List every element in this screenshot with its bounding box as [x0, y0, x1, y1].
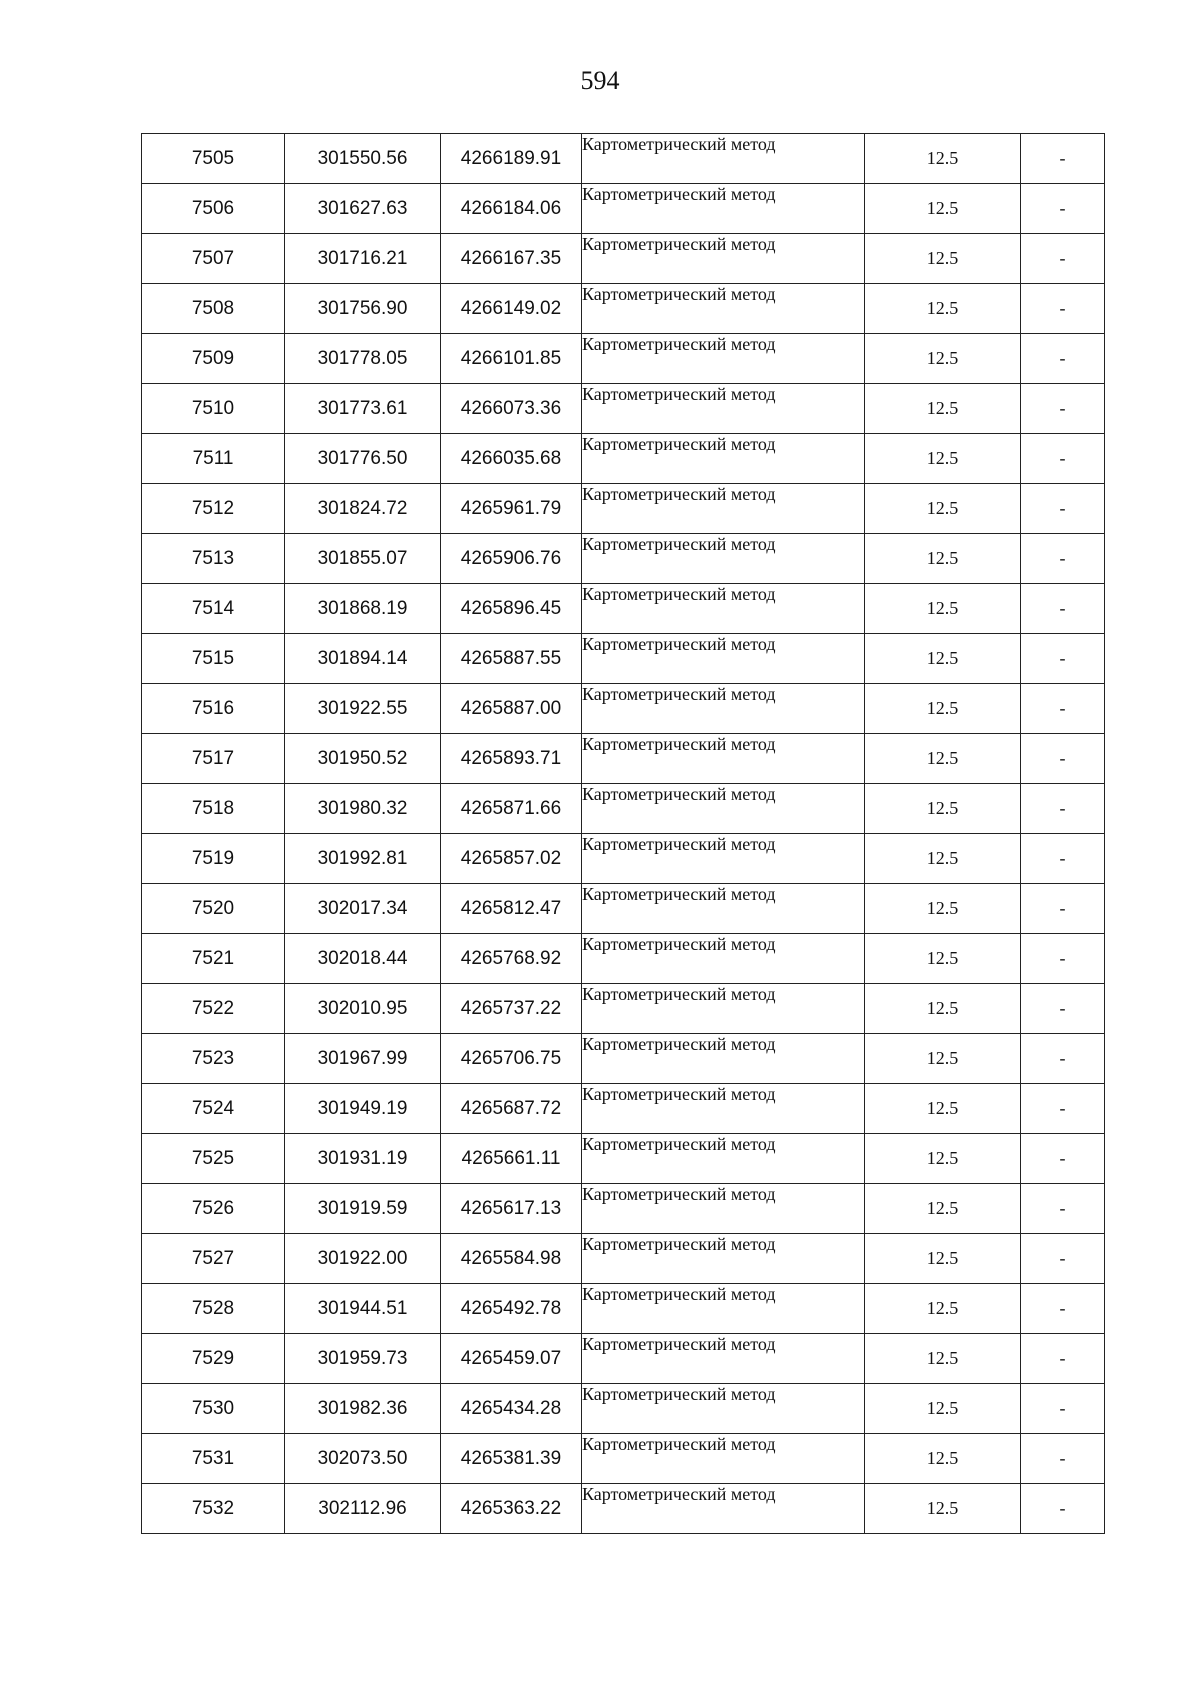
table-row [142, 134, 1105, 184]
x-coordinate-cell: 301949.19 [285, 1084, 441, 1134]
point-number-cell: 7522 [142, 984, 285, 1034]
method-cell: Картометрический метод [582, 234, 865, 284]
method-cell: Картометрический метод [582, 1134, 865, 1184]
table-row [142, 234, 1105, 284]
note-cell: - [1021, 134, 1105, 184]
accuracy-cell: 12.5 [865, 784, 1021, 834]
table-row [142, 1134, 1105, 1184]
table-row [142, 1334, 1105, 1384]
y-coordinate-cell: 4265887.00 [441, 684, 582, 734]
accuracy-cell: 12.5 [865, 284, 1021, 334]
point-number-cell: 7532 [142, 1484, 285, 1534]
method-cell: Картометрический метод [582, 484, 865, 534]
method-cell: Картометрический метод [582, 1334, 865, 1384]
note-cell: - [1021, 584, 1105, 634]
x-coordinate-cell: 301824.72 [285, 484, 441, 534]
table-row [142, 1384, 1105, 1434]
y-coordinate-cell: 4265871.66 [441, 784, 582, 834]
accuracy-cell: 12.5 [865, 1384, 1021, 1434]
x-coordinate-cell: 301922.55 [285, 684, 441, 734]
x-coordinate-cell: 301967.99 [285, 1034, 441, 1084]
method-cell: Картометрический метод [582, 1384, 865, 1434]
note-cell: - [1021, 1484, 1105, 1534]
table-row [142, 484, 1105, 534]
method-cell: Картометрический метод [582, 884, 865, 934]
accuracy-cell: 12.5 [865, 1184, 1021, 1234]
table-row [142, 384, 1105, 434]
note-cell: - [1021, 984, 1105, 1034]
y-coordinate-cell: 4266184.06 [441, 184, 582, 234]
table-row [142, 184, 1105, 234]
point-number-cell: 7531 [142, 1434, 285, 1484]
x-coordinate-cell: 301773.61 [285, 384, 441, 434]
table-row [142, 1084, 1105, 1134]
method-cell: Картометрический метод [582, 684, 865, 734]
point-number-cell: 7521 [142, 934, 285, 984]
point-number-cell: 7526 [142, 1184, 285, 1234]
method-cell: Картометрический метод [582, 1084, 865, 1134]
accuracy-cell: 12.5 [865, 834, 1021, 884]
x-coordinate-cell: 301982.36 [285, 1384, 441, 1434]
point-number-cell: 7510 [142, 384, 285, 434]
y-coordinate-cell: 4265687.72 [441, 1084, 582, 1134]
note-cell: - [1021, 284, 1105, 334]
y-coordinate-cell: 4266035.68 [441, 434, 582, 484]
point-number-cell: 7524 [142, 1084, 285, 1134]
x-coordinate-cell: 301776.50 [285, 434, 441, 484]
x-coordinate-cell: 301627.63 [285, 184, 441, 234]
x-coordinate-cell: 301992.81 [285, 834, 441, 884]
accuracy-cell: 12.5 [865, 934, 1021, 984]
point-number-cell: 7529 [142, 1334, 285, 1384]
x-coordinate-cell: 301894.14 [285, 634, 441, 684]
table-row [142, 784, 1105, 834]
x-coordinate-cell: 302073.50 [285, 1434, 441, 1484]
table-row [142, 1234, 1105, 1284]
point-number-cell: 7507 [142, 234, 285, 284]
accuracy-cell: 12.5 [865, 1034, 1021, 1084]
x-coordinate-cell: 301756.90 [285, 284, 441, 334]
y-coordinate-cell: 4265584.98 [441, 1234, 582, 1284]
x-coordinate-cell: 302018.44 [285, 934, 441, 984]
table-row [142, 834, 1105, 884]
point-number-cell: 7518 [142, 784, 285, 834]
y-coordinate-cell: 4265492.78 [441, 1284, 582, 1334]
method-cell: Картометрический метод [582, 834, 865, 884]
accuracy-cell: 12.5 [865, 1134, 1021, 1184]
table-row [142, 1284, 1105, 1334]
method-cell: Картометрический метод [582, 1234, 865, 1284]
accuracy-cell: 12.5 [865, 184, 1021, 234]
x-coordinate-cell: 301550.56 [285, 134, 441, 184]
y-coordinate-cell: 4265363.22 [441, 1484, 582, 1534]
point-number-cell: 7514 [142, 584, 285, 634]
point-number-cell: 7530 [142, 1384, 285, 1434]
note-cell: - [1021, 1284, 1105, 1334]
method-cell: Картометрический метод [582, 534, 865, 584]
table-row [142, 734, 1105, 784]
note-cell: - [1021, 384, 1105, 434]
method-cell: Картометрический метод [582, 584, 865, 634]
table-row [142, 1484, 1105, 1534]
method-cell: Картометрический метод [582, 634, 865, 684]
point-number-cell: 7511 [142, 434, 285, 484]
x-coordinate-cell: 301944.51 [285, 1284, 441, 1334]
note-cell: - [1021, 1334, 1105, 1384]
accuracy-cell: 12.5 [865, 734, 1021, 784]
method-cell: Картометрический метод [582, 1434, 865, 1484]
accuracy-cell: 12.5 [865, 634, 1021, 684]
method-cell: Картометрический метод [582, 934, 865, 984]
note-cell: - [1021, 184, 1105, 234]
x-coordinate-cell: 301931.19 [285, 1134, 441, 1184]
accuracy-cell: 12.5 [865, 684, 1021, 734]
x-coordinate-cell: 301919.59 [285, 1184, 441, 1234]
accuracy-cell: 12.5 [865, 484, 1021, 534]
x-coordinate-cell: 301922.00 [285, 1234, 441, 1284]
y-coordinate-cell: 4265906.76 [441, 534, 582, 584]
method-cell: Картометрический метод [582, 784, 865, 834]
y-coordinate-cell: 4265857.02 [441, 834, 582, 884]
accuracy-cell: 12.5 [865, 234, 1021, 284]
y-coordinate-cell: 4266101.85 [441, 334, 582, 384]
accuracy-cell: 12.5 [865, 1484, 1021, 1534]
accuracy-cell: 12.5 [865, 1334, 1021, 1384]
x-coordinate-cell: 301868.19 [285, 584, 441, 634]
table-row [142, 584, 1105, 634]
accuracy-cell: 12.5 [865, 584, 1021, 634]
note-cell: - [1021, 1184, 1105, 1234]
note-cell: - [1021, 1034, 1105, 1084]
y-coordinate-cell: 4266167.35 [441, 234, 582, 284]
point-number-cell: 7509 [142, 334, 285, 384]
y-coordinate-cell: 4265617.13 [441, 1184, 582, 1234]
table-row [142, 284, 1105, 334]
method-cell: Картометрический метод [582, 134, 865, 184]
note-cell: - [1021, 1434, 1105, 1484]
y-coordinate-cell: 4266073.36 [441, 384, 582, 434]
accuracy-cell: 12.5 [865, 1284, 1021, 1334]
table-row [142, 1434, 1105, 1484]
x-coordinate-cell: 301950.52 [285, 734, 441, 784]
point-number-cell: 7513 [142, 534, 285, 584]
point-number-cell: 7523 [142, 1034, 285, 1084]
table-row [142, 434, 1105, 484]
y-coordinate-cell: 4265737.22 [441, 984, 582, 1034]
point-number-cell: 7527 [142, 1234, 285, 1284]
note-cell: - [1021, 734, 1105, 784]
point-number-cell: 7506 [142, 184, 285, 234]
table-row [142, 1184, 1105, 1234]
table-row [142, 1034, 1105, 1084]
method-cell: Картометрический метод [582, 384, 865, 434]
point-number-cell: 7515 [142, 634, 285, 684]
point-number-cell: 7517 [142, 734, 285, 784]
note-cell: - [1021, 884, 1105, 934]
method-cell: Картометрический метод [582, 284, 865, 334]
method-cell: Картометрический метод [582, 1284, 865, 1334]
point-number-cell: 7520 [142, 884, 285, 934]
accuracy-cell: 12.5 [865, 384, 1021, 434]
x-coordinate-cell: 302112.96 [285, 1484, 441, 1534]
accuracy-cell: 12.5 [865, 984, 1021, 1034]
table-row [142, 934, 1105, 984]
y-coordinate-cell: 4265381.39 [441, 1434, 582, 1484]
accuracy-cell: 12.5 [865, 1084, 1021, 1134]
y-coordinate-cell: 4265893.71 [441, 734, 582, 784]
y-coordinate-cell: 4266189.91 [441, 134, 582, 184]
note-cell: - [1021, 1084, 1105, 1134]
x-coordinate-cell: 302017.34 [285, 884, 441, 934]
y-coordinate-cell: 4265961.79 [441, 484, 582, 534]
y-coordinate-cell: 4265887.55 [441, 634, 582, 684]
accuracy-cell: 12.5 [865, 334, 1021, 384]
note-cell: - [1021, 1384, 1105, 1434]
accuracy-cell: 12.5 [865, 134, 1021, 184]
note-cell: - [1021, 634, 1105, 684]
method-cell: Картометрический метод [582, 184, 865, 234]
note-cell: - [1021, 1234, 1105, 1284]
note-cell: - [1021, 784, 1105, 834]
accuracy-cell: 12.5 [865, 884, 1021, 934]
method-cell: Картометрический метод [582, 984, 865, 1034]
note-cell: - [1021, 834, 1105, 884]
x-coordinate-cell: 301778.05 [285, 334, 441, 384]
accuracy-cell: 12.5 [865, 1434, 1021, 1484]
note-cell: - [1021, 1134, 1105, 1184]
method-cell: Картометрический метод [582, 434, 865, 484]
method-cell: Картометрический метод [582, 1184, 865, 1234]
x-coordinate-cell: 301716.21 [285, 234, 441, 284]
note-cell: - [1021, 234, 1105, 284]
method-cell: Картометрический метод [582, 734, 865, 784]
table-row [142, 984, 1105, 1034]
table-row [142, 334, 1105, 384]
x-coordinate-cell: 301980.32 [285, 784, 441, 834]
coordinates-table-body [142, 134, 1105, 1534]
y-coordinate-cell: 4266149.02 [441, 284, 582, 334]
x-coordinate-cell: 301855.07 [285, 534, 441, 584]
note-cell: - [1021, 684, 1105, 734]
table-row [142, 884, 1105, 934]
method-cell: Картометрический метод [582, 1484, 865, 1534]
method-cell: Картометрический метод [582, 1034, 865, 1084]
point-number-cell: 7519 [142, 834, 285, 884]
point-number-cell: 7528 [142, 1284, 285, 1334]
x-coordinate-cell: 301959.73 [285, 1334, 441, 1384]
page-number: 594 [580, 66, 620, 95]
y-coordinate-cell: 4265812.47 [441, 884, 582, 934]
point-number-cell: 7512 [142, 484, 285, 534]
x-coordinate-cell: 302010.95 [285, 984, 441, 1034]
point-number-cell: 7516 [142, 684, 285, 734]
y-coordinate-cell: 4265896.45 [441, 584, 582, 634]
point-number-cell: 7508 [142, 284, 285, 334]
accuracy-cell: 12.5 [865, 434, 1021, 484]
table-row [142, 684, 1105, 734]
y-coordinate-cell: 4265661.11 [441, 1134, 582, 1184]
table-row [142, 634, 1105, 684]
point-number-cell: 7505 [142, 134, 285, 184]
note-cell: - [1021, 434, 1105, 484]
accuracy-cell: 12.5 [865, 1234, 1021, 1284]
note-cell: - [1021, 484, 1105, 534]
accuracy-cell: 12.5 [865, 534, 1021, 584]
y-coordinate-cell: 4265459.07 [441, 1334, 582, 1384]
y-coordinate-cell: 4265706.75 [441, 1034, 582, 1084]
y-coordinate-cell: 4265768.92 [441, 934, 582, 984]
y-coordinate-cell: 4265434.28 [441, 1384, 582, 1434]
table-row [142, 534, 1105, 584]
coordinates-table [141, 133, 1105, 1534]
note-cell: - [1021, 334, 1105, 384]
note-cell: - [1021, 934, 1105, 984]
note-cell: - [1021, 534, 1105, 584]
method-cell: Картометрический метод [582, 334, 865, 384]
point-number-cell: 7525 [142, 1134, 285, 1184]
